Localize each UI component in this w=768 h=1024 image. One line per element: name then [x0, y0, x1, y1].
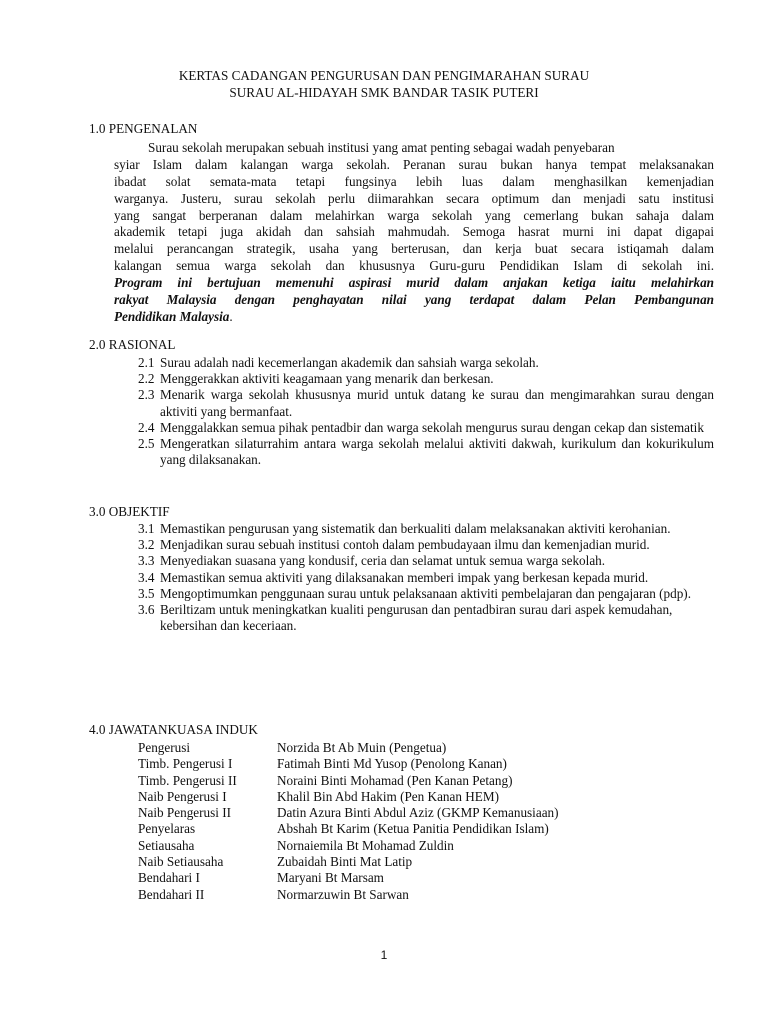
- pengenalan-paragraph: [114, 140, 714, 326]
- list-item: 2.1 Surau adalah nadi kecemerlangan akademik dan sahsiah warga sekolah.: [138, 355, 539, 370]
- page-number: 1: [380, 948, 388, 962]
- section-heading-objektif: 3.0 OBJEKTIF: [89, 504, 170, 519]
- list-item: 3.6 Beriltizam untuk meningkatkan kualiti pengurusan dan pentadbiran surau dari aspek kemudahan, kebersihan dan keceriaan.: [138, 602, 673, 634]
- committee-row: Bendahari II Normarzuwin Bt Sarwan: [138, 886, 409, 902]
- emphasis-line: rakyat Malaysia dengan penghayatan nilai yang terdapat dalam Pelan Pembangunan: [114, 292, 714, 308]
- committee-row: Naib Setiausaha Zubaidah Binti Mat Latip: [138, 854, 413, 870]
- list-item: 3.4 Memastikan semua aktiviti yang dilaksanakan memberi impak yang berkesan kepada murid.: [138, 569, 649, 585]
- emphasis-line: Program ini bertujuan memenuhi aspirasi murid dalam anjakan ketiga iaitu melahirkan: [114, 275, 714, 291]
- paragraph-line: yang sangat berperanan dalam melahirkan warga sekolah yang cemerlang bukan sahaja dalam: [114, 207, 714, 223]
- paragraph-line: kalangan semua warga sekolah dan khususnya Guru-guru Pendidikan Islam di sekolah ini.: [114, 258, 714, 274]
- paragraph-line: Surau sekolah merupakan sebuah institusi yang amat penting sebagai wadah penyebaran: [148, 140, 615, 155]
- committee-row: Timb. Pengerusi II Noraini Binti Mohamad (Pen Kanan Petang): [138, 772, 513, 788]
- committee-row: Naib Pengerusi II Datin Azura Binti Abdul Aziz (GKMP Kemanusiaan): [138, 805, 559, 821]
- objektif-list: [138, 521, 698, 634]
- paragraph-line: akademik tetapi juga akidah dan sahsiah mahmudah. Semoga hasrat murni ini dapat digapai: [114, 224, 714, 240]
- emphasis-last-line: [114, 309, 714, 326]
- document-title-line2: SURAU AL-HIDAYAH SMK BANDAR TASIK PUTERI: [229, 85, 539, 100]
- list-item: 3.1 Memastikan pengurusan yang sistematik dan berkualiti dalam melaksanakan aktiviti kerohanian.: [138, 521, 671, 536]
- paragraph-line: melalui perancangan strategik, usaha yang berterusan, dan kerja buat secara istiqamah dalam: [114, 241, 714, 257]
- list-item: 3.5 Mengoptimumkan penggunaan surau untuk pelaksanaan aktiviti pembelajaran dan pengajaran (pdp).: [138, 585, 691, 601]
- paragraph-line: warganya. Justeru, surau sekolah perlu diimarahkan secara optimum dan menjadi satu institusi: [114, 190, 714, 206]
- committee-row: Bendahari I Maryani Bt Marsam: [138, 870, 384, 886]
- emphasis-line: Pendidikan Malaysia: [114, 308, 230, 324]
- paragraph-line: syiar Islam dalam kalangan warga sekolah. Peranan surau bukan hanya tempat melaksanakan: [114, 156, 714, 172]
- committee-row: Pengerusi Norzida Bt Ab Muin (Pengetua): [138, 740, 447, 755]
- committee-row: Setiausaha Nornaiemila Bt Mohamad Zuldin: [138, 837, 454, 853]
- paragraph-line: ibadat solat semata-mata tetapi fungsinya lebih luas dalam menghasilkan kemenjadian: [114, 173, 714, 189]
- committee-row: Timb. Pengerusi I Fatimah Binti Md Yusop (Penolong Kanan): [138, 756, 507, 772]
- section-heading-pengenalan: 1.0 PENGENALAN: [89, 121, 198, 136]
- committee-table: [138, 740, 559, 903]
- list-item: 2.2 Menggerakkan aktiviti keagamaan yang menarik dan berkesan.: [138, 371, 494, 387]
- rasional-list: [138, 355, 714, 468]
- list-item: 3.2 Menjadikan surau sebuah institusi contoh dalam pembudayaan ilmu dan kemenjadian murid.: [138, 537, 650, 553]
- section-heading-jawatankuasa: 4.0 JAWATANKUASA INDUK: [89, 722, 258, 737]
- list-item: 2.5 Mengeratkan silaturrahim antara warga sekolah melalui aktiviti dakwah, kurikulum dan kokurikulum yang dilaksanakan.: [138, 436, 714, 468]
- document-title-line1: KERTAS CADANGAN PENGURUSAN DAN PENGIMARAHAN SURAU: [178, 68, 590, 83]
- list-item: 3.3 Menyediakan suasana yang kondusif, ceria dan selamat untuk semua warga sekolah.: [138, 553, 606, 569]
- list-item: 2.4 Menggalakkan semua pihak pentadbir dan warga sekolah mengurus surau dengan cekap dan sistematik: [138, 419, 704, 435]
- committee-row: Naib Pengerusi I Khalil Bin Abd Hakim (Pen Kanan HEM): [138, 788, 499, 804]
- emphasis-tail: .: [229, 308, 233, 324]
- list-item: 2.3 Menarik warga sekolah khususnya murid untuk datang ke surau dan mengimarahkan surau dengan aktiviti yang bermanfaat.: [138, 387, 714, 419]
- committee-row: Penyelaras Abshah Bt Karim (Ketua Panitia Pendidikan Islam): [138, 821, 549, 837]
- section-heading-rasional: 2.0 RASIONAL: [89, 337, 176, 352]
